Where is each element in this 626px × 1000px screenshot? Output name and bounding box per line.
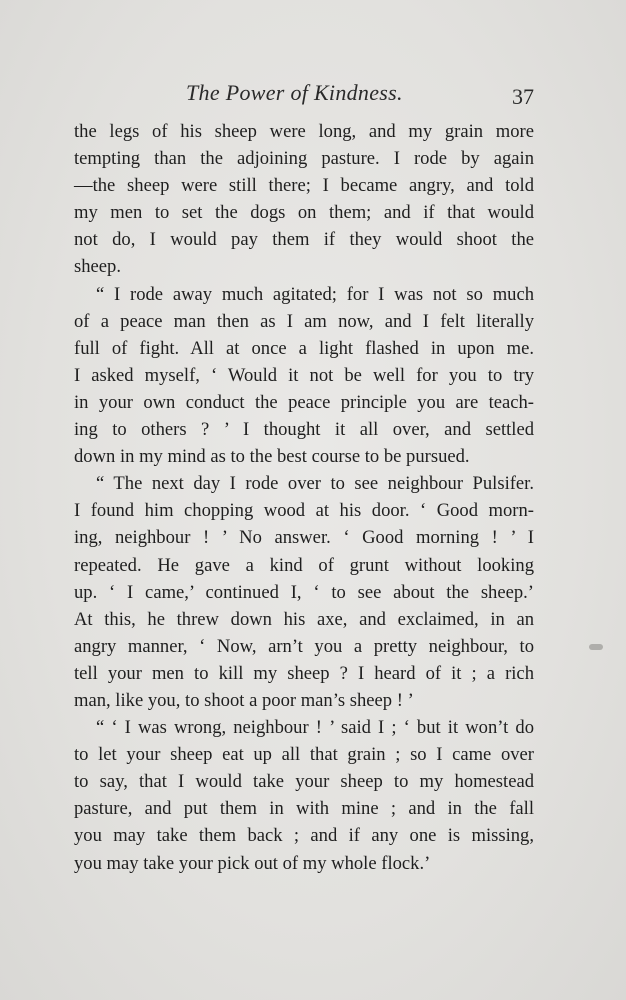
text-line: tempting than the adjoining pasture. I rode by again xyxy=(74,148,534,170)
running-title: The Power of Kindness. xyxy=(186,80,403,105)
text-line: in your own conduct the peace principle you are teach- xyxy=(74,391,534,413)
paragraph-2 xyxy=(74,281,534,471)
text-line: my men to set the dogs on them; and if that would xyxy=(74,202,534,224)
text-line: the legs of his sheep were long, and my grain more xyxy=(74,121,534,142)
text-line: —the sheep were still there; I became angry, and told xyxy=(74,175,534,197)
text-line: you may take your pick out of my whole flock.’ xyxy=(74,852,431,874)
paragraph-4 xyxy=(74,714,534,877)
page-number: 37 xyxy=(512,84,534,109)
text-line: ing, neighbour ! ’ No answer. ‘ Good morning ! ’ I xyxy=(74,527,534,549)
paragraph-3 xyxy=(74,470,534,714)
text-line: repeated. He gave a kind of grunt without looking xyxy=(74,554,534,576)
text-line: I found him chopping wood at his door. ‘ Good morn- xyxy=(74,500,534,522)
body-text xyxy=(74,118,534,877)
paragraph-1 xyxy=(74,118,534,281)
text-line: sheep. xyxy=(74,256,121,278)
text-line: “ ‘ I was wrong, neighbour ! ’ said I ; ‘ but it won’t do xyxy=(96,717,534,739)
text-line: angry manner, ‘ Now, arn’t you a pretty neighbour, to xyxy=(74,635,534,657)
text-line: to say, that I would take your sheep to my homestead xyxy=(74,771,534,793)
text-line: not do, I would pay them if they would shoot the xyxy=(74,229,534,251)
text-line: At this, he threw down his axe, and exclaimed, in an xyxy=(74,608,534,630)
text-line: full of fight. All at once a light flashed in upon me. xyxy=(74,337,534,359)
margin-smudge xyxy=(589,644,603,650)
running-head xyxy=(74,80,534,110)
text-line: to let your sheep eat up all that grain ; so I came over xyxy=(74,744,534,766)
text-line: ing to others ? ’ I thought it all over, and settled xyxy=(74,419,534,441)
text-line: up. ‘ I came,’ continued I, ‘ to see about the sheep.’ xyxy=(74,581,534,603)
text-line: man, like you, to shoot a poor man’s sheep ! ’ xyxy=(74,689,414,711)
text-line: of a peace man then as I am now, and I felt literally xyxy=(74,310,534,332)
text-line: down in my mind as to the best course to be pursued. xyxy=(74,446,470,468)
text-line: pasture, and put them in with mine ; and in the fall xyxy=(74,798,534,820)
text-line: I asked myself, ‘ Would it not be well for you to try xyxy=(74,364,534,386)
text-line: “ I rode away much agitated; for I was not so much xyxy=(96,283,534,305)
text-line: “ The next day I rode over to see neighbour Pulsifer. xyxy=(96,473,534,495)
text-line: you may take them back ; and if any one is missing, xyxy=(74,825,534,847)
text-line: tell your men to kill my sheep ? I heard of it ; a rich xyxy=(74,662,534,684)
